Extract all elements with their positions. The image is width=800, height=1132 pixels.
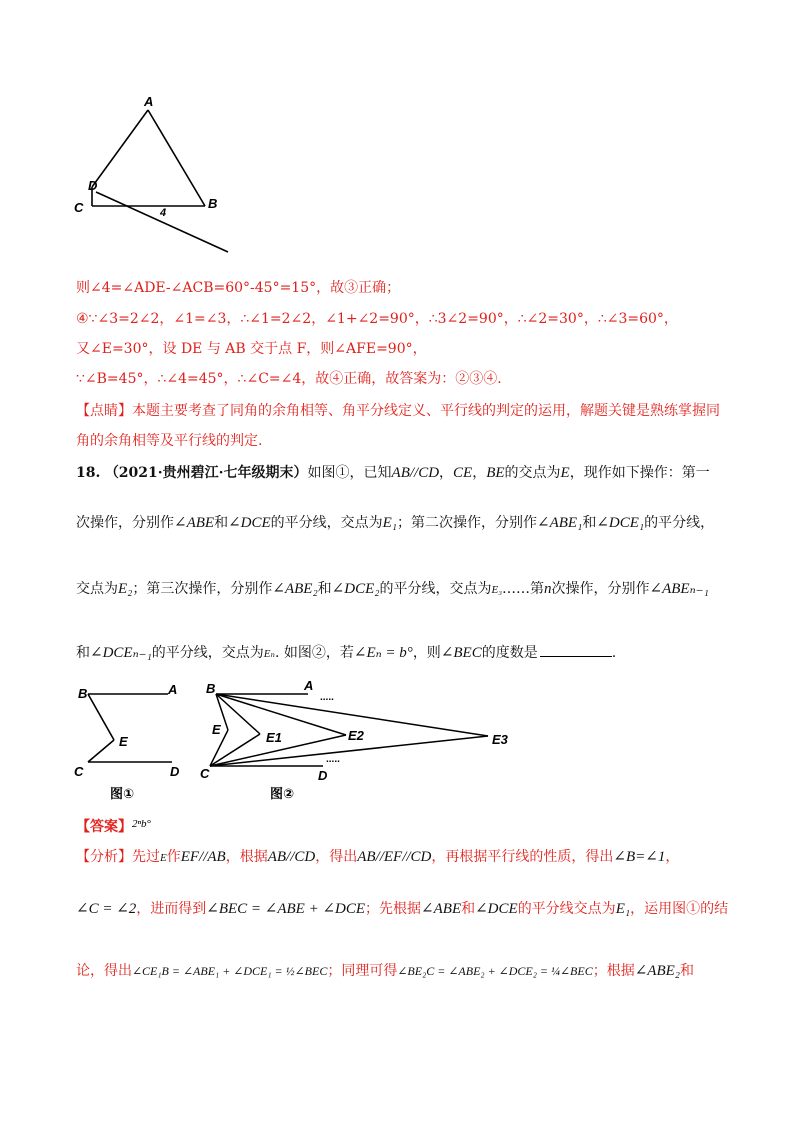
fig1-label-A: A (168, 682, 178, 697)
math: ∠ABE₂ (634, 963, 680, 979)
solution-line-3: 又∠E=30°，设 DE 与 AB 交于点 F，则∠AFE=90°， (76, 341, 427, 357)
math: E₂ (118, 581, 133, 597)
text: 的平分线，交点为 (151, 645, 264, 661)
text: . 如图②，若 (274, 645, 354, 661)
top-triangle-figure (70, 92, 250, 257)
fig-label-C: C (74, 200, 84, 215)
text: ，得出 (315, 849, 358, 865)
math: ∠Eₙ = b° (353, 645, 413, 661)
math: ∠DCEₙ₋₁ (90, 645, 152, 661)
solution-line-1: 则∠4=∠ADE-∠ACB=60°-45°=15°，故③正确； (76, 280, 401, 296)
fig-label-A: A (144, 94, 154, 109)
answer-value: 2ⁿb° (132, 818, 151, 830)
fig1-caption: 图① (110, 787, 135, 802)
fig2-label-E3: E3 (492, 732, 508, 747)
fig-label-angle4: 4 (160, 207, 167, 219)
answer-line (76, 816, 151, 836)
text: ，再根据平行线的性质，得出 (431, 849, 614, 865)
answer-blank (540, 644, 612, 657)
problem-18-line-1 (76, 462, 710, 482)
math: ∠ABE₁ (537, 515, 583, 531)
fig1-label-D: D (170, 764, 180, 779)
text: 和 (582, 515, 597, 531)
text: 和 (214, 515, 229, 531)
math: ∠DCE (228, 515, 271, 531)
math: ∠C = ∠2 (76, 901, 137, 917)
text: ， (665, 849, 680, 865)
math: AB//EF//CD (357, 849, 432, 865)
text: 的平分线， (644, 515, 715, 531)
fig2-caption: 图② (270, 787, 295, 802)
fig2-label-A: A (304, 678, 314, 693)
fig2-label-E2: E2 (348, 728, 364, 743)
text: 的度数是 (481, 645, 538, 661)
text: 作 (166, 849, 181, 865)
text: ；同理可得 (327, 963, 398, 979)
math: CE (453, 465, 473, 481)
text: . (611, 645, 617, 661)
math: ∠DCE₂ (331, 581, 380, 597)
problem-18-line-3 (76, 578, 709, 598)
text: 和 (76, 645, 90, 661)
problem-18-line-2 (76, 512, 714, 532)
text: 次操作，分别作 (76, 515, 174, 531)
text: ，现作如下操作：第一 (569, 465, 710, 481)
math: E₁ (382, 515, 398, 531)
text: ……第 (502, 581, 545, 597)
math: n (544, 581, 552, 597)
fig2-dots-top: ..... (320, 692, 334, 703)
math: ∠ABE (174, 515, 215, 531)
analysis-line-2 (76, 898, 728, 918)
math: E (160, 852, 167, 864)
text: ；根据 (592, 963, 635, 979)
text: 和 (680, 963, 694, 979)
math: Eₙ (263, 648, 275, 660)
math: ∠ABE₂ (272, 581, 318, 597)
analysis-label: 【分析】 (76, 849, 132, 865)
math: ∠ABE (421, 901, 462, 917)
math: ∠DCE (475, 901, 518, 917)
figure-1 (70, 680, 190, 805)
fig1-label-B: B (78, 686, 88, 701)
fig2-label-C: C (200, 766, 210, 781)
problem-18-line-4 (76, 642, 616, 662)
math: AB//CD (391, 465, 440, 481)
figure-2 (198, 678, 528, 806)
text: 如图①，已知 (307, 465, 392, 481)
fig2-label-E1: E1 (266, 730, 282, 745)
fig2-label-D: D (318, 768, 328, 783)
solution-line-4: ∵∠B=45°，∴∠4=45°，∴∠C=∠4，故④正确，故答案为：②③④. (76, 371, 502, 387)
math: ∠BEC = ∠ABE + ∠DCE (206, 901, 366, 917)
text: ；第二次操作，分别作 (397, 515, 538, 531)
text: ，根据 (225, 849, 268, 865)
math: ∠CE₁B = ∠ABE₁ + ∠DCE₁ = ½∠BEC (132, 964, 328, 978)
text: ，运用图①的结 (630, 901, 729, 917)
fig2-dots-bottom: ..... (326, 754, 340, 765)
text: 的平分线，交点为 (270, 515, 383, 531)
text: 和 (461, 901, 476, 917)
text: 次操作，分别作 (551, 581, 650, 597)
analysis-line-3 (76, 960, 694, 980)
math: ∠BEC (440, 645, 482, 661)
problem-number: 18. (76, 465, 101, 481)
fig1-label-E: E (119, 734, 128, 749)
math: ∠DCE₁ (596, 515, 645, 531)
text: ， (472, 465, 487, 481)
math: ∠B=∠1 (613, 849, 666, 865)
text: ，则 (412, 645, 441, 661)
problem-source: （2021·贵州碧江·七年级期末） (104, 465, 308, 481)
fig1-label-C: C (74, 764, 84, 779)
math: E (560, 465, 570, 481)
fig2-label-E: E (212, 722, 221, 737)
text: ；第三次操作，分别作 (132, 581, 273, 597)
fig-label-D: D (88, 178, 98, 193)
math: E₁ (615, 901, 631, 917)
text: 的平分线交点为 (517, 901, 616, 917)
math: E₃ (491, 584, 503, 596)
text: ，进而得到 (136, 901, 207, 917)
key-point-line-1: 【点睛】本题主要考查了同角的余角相等、角平分线定义、平行线的判定的运用，解题关键是熟练掌握同 (76, 403, 720, 419)
math: BE (486, 465, 505, 481)
fig2-label-B: B (206, 681, 216, 696)
fig-label-B: B (208, 196, 218, 211)
math: ∠ABEₙ₋₁ (649, 581, 709, 597)
math: AB//CD (267, 849, 316, 865)
text: 先过 (132, 849, 160, 865)
math: ∠BE₂C = ∠ABE₂ + ∠DCE₂ = ¼∠BEC (397, 964, 593, 978)
text: 论，得出 (76, 963, 132, 979)
text: ；先根据 (365, 901, 422, 917)
math: EF//AB (180, 849, 226, 865)
text: 和 (317, 581, 332, 597)
text: ， (439, 465, 454, 481)
analysis-line-1 (76, 846, 679, 866)
text: 交点为 (76, 581, 118, 597)
text: 的平分线，交点为 (379, 581, 492, 597)
key-point-line-2: 角的余角相等及平行线的判定. (76, 433, 263, 449)
answer-label: 【答案】 (76, 819, 132, 835)
solution-line-2: ④∵∠3=2∠2，∠1=∠3，∴∠1=2∠2，∠1+∠2=90°，∴3∠2=90°，∴∠2=30°，∴∠3=60°， (76, 311, 678, 327)
text: 的交点为 (504, 465, 561, 481)
